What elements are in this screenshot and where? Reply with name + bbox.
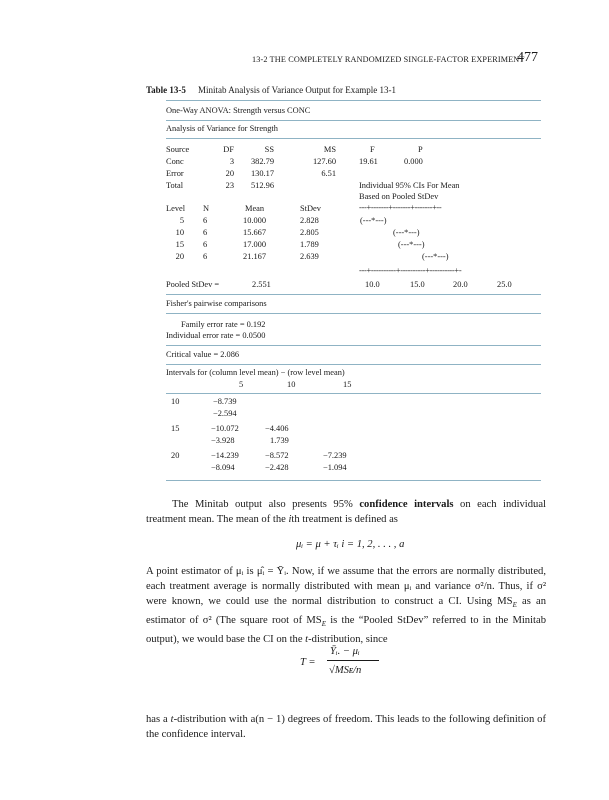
interval-cell: −1.094 bbox=[323, 463, 347, 472]
level-row-stdev: 2.805 bbox=[300, 228, 319, 237]
page-number: 477 bbox=[517, 50, 538, 65]
col-df: DF bbox=[223, 145, 234, 154]
level-row-ci: (---*---) bbox=[393, 228, 420, 237]
level-row-n: 6 bbox=[203, 228, 208, 237]
interval-cell: −8.094 bbox=[211, 463, 235, 472]
anova-title: One-Way ANOVA: Strength versus CONC bbox=[166, 106, 311, 115]
col-p: P bbox=[418, 145, 423, 154]
interval-cell: 1.739 bbox=[270, 436, 289, 445]
level-row-stdev: 2.639 bbox=[300, 252, 319, 261]
col-level: Level bbox=[166, 204, 186, 213]
pooled-stdev-label: Pooled StDev = bbox=[166, 280, 220, 289]
pooled-stdev-value: 2.551 bbox=[252, 280, 271, 289]
paragraph-point-estimator: A point estimator of μᵢ is μ̂ᵢ = Ȳᵢ. Now, if we assume that the errors are normally distributed, each treatment average is normally distributed with mean μᵢ and variance σ²/n. Thus, if σ² were known, we could use the normal distribution to construct a CI. Using $MS_E$ as an estimator of σ² (The square root of $MS_E$ is the “Pooled StDev” referred to in the Minitab output), we would base the CI on the t-distribution, since bbox=[146, 566, 546, 646]
anova-row-f: 19.61 bbox=[359, 157, 378, 166]
equation-treatment-mean: μᵢ = μ + τᵢ i = 1, 2, . . . , a bbox=[296, 539, 405, 550]
interval-cell: −8.739 bbox=[213, 397, 237, 406]
interval-cell: −2.594 bbox=[213, 409, 237, 418]
anova-subtitle: Analysis of Variance for Strength bbox=[166, 124, 278, 133]
axis-tick: 15.0 bbox=[410, 280, 425, 289]
anova-row-ss: 512.96 bbox=[250, 181, 274, 190]
anova-row-ss: 130.17 bbox=[250, 169, 274, 178]
intervals-title: Intervals for (column level mean) − (row level mean) bbox=[166, 368, 345, 377]
interval-cell: −3.928 bbox=[211, 436, 235, 445]
running-header: 13-2 THE COMPLETELY RANDOMIZED SINGLE-FACTOR EXPERIMENT bbox=[252, 55, 525, 64]
interval-cell: −14.239 bbox=[211, 451, 239, 460]
table-top-rule bbox=[166, 100, 541, 101]
level-row-ci: (---*---) bbox=[398, 240, 425, 249]
axis-tick: 20.0 bbox=[453, 280, 468, 289]
level-row-level: 20 bbox=[175, 252, 184, 261]
level-row-mean: 21.167 bbox=[243, 252, 267, 261]
ci-header-2: Based on Pooled StDev bbox=[359, 192, 439, 201]
anova-row-df: 3 bbox=[229, 157, 234, 166]
anova-row-source: Error bbox=[166, 169, 184, 178]
interval-row-label: 15 bbox=[171, 424, 180, 433]
equation-t-denominator: √MSᴇ/n bbox=[329, 665, 362, 676]
col-f: F bbox=[370, 145, 375, 154]
col-source: Source bbox=[166, 145, 190, 154]
col-mean: Mean bbox=[245, 204, 265, 213]
col-stdev: StDev bbox=[300, 204, 321, 213]
interval-cell: −8.572 bbox=[265, 451, 289, 460]
interval-cell: −4.406 bbox=[265, 424, 289, 433]
ci-axis-top: ---+-------+-------+-------+-- bbox=[359, 203, 442, 212]
level-row-level: 5 bbox=[179, 216, 184, 225]
individual-error-rate: Individual error rate = 0.0500 bbox=[166, 331, 266, 340]
level-row-stdev: 2.828 bbox=[300, 216, 319, 225]
critical-value: Critical value = 2.086 bbox=[166, 350, 240, 359]
table-rule-8 bbox=[166, 393, 541, 394]
paragraph-ci-intro: The Minitab output also presents 95% confidence intervals on each individual treatment mean. The mean of the ith treatment is defined as bbox=[146, 499, 546, 525]
level-row-mean: 15.667 bbox=[243, 228, 267, 237]
table-rule-6 bbox=[166, 345, 541, 346]
axis-tick: 10.0 bbox=[365, 280, 380, 289]
level-row-ci: (---*---) bbox=[360, 216, 387, 225]
anova-row-df: 20 bbox=[225, 169, 234, 178]
ci-axis-bottom: ---+----------+----------+----------+- bbox=[359, 266, 462, 275]
level-row-mean: 17.000 bbox=[243, 240, 267, 249]
interval-col-head: 10 bbox=[287, 380, 296, 389]
level-row-ci: (---*---) bbox=[422, 252, 449, 261]
anova-row-ms: 127.60 bbox=[312, 157, 336, 166]
level-row-n: 6 bbox=[203, 252, 208, 261]
interval-cell: −7.239 bbox=[323, 451, 347, 460]
table-rule-3 bbox=[166, 138, 541, 139]
interval-col-head: 15 bbox=[343, 380, 352, 389]
family-error-rate: Family error rate = 0.192 bbox=[181, 320, 266, 329]
axis-tick: 25.0 bbox=[497, 280, 512, 289]
anova-row-df: 23 bbox=[225, 181, 234, 190]
col-ms: MS bbox=[323, 145, 336, 154]
interval-row-label: 10 bbox=[171, 397, 180, 406]
ci-header-1: Individual 95% CIs For Mean bbox=[359, 181, 460, 190]
level-row-stdev: 1.789 bbox=[300, 240, 319, 249]
table-rule-4 bbox=[166, 294, 541, 295]
level-row-level: 15 bbox=[175, 240, 184, 249]
anova-row-ss: 382.79 bbox=[250, 157, 274, 166]
anova-row-ms: 6.51 bbox=[321, 169, 336, 178]
paragraph-t-distribution: has a t-distribution with a(n − 1) degrees of freedom. This leads to the following definition of the confidence interval. bbox=[146, 714, 546, 740]
table-label: Table 13-5 bbox=[146, 85, 186, 95]
interval-cell: −2.428 bbox=[265, 463, 289, 472]
level-row-n: 6 bbox=[203, 240, 208, 249]
table-rule-7 bbox=[166, 364, 541, 365]
anova-row-source: Conc bbox=[166, 157, 184, 166]
fraction-bar bbox=[327, 660, 379, 661]
interval-cell: −10.072 bbox=[211, 424, 239, 433]
level-row-n: 6 bbox=[203, 216, 208, 225]
table-rule-2 bbox=[166, 120, 541, 121]
fisher-title: Fisher's pairwise comparisons bbox=[166, 299, 267, 308]
table-caption: Minitab Analysis of Variance Output for Example 13-1 bbox=[198, 85, 397, 95]
anova-row-p: 0.000 bbox=[404, 157, 423, 166]
level-row-mean: 10.000 bbox=[243, 216, 267, 225]
level-row-level: 10 bbox=[175, 228, 184, 237]
col-ss: SS bbox=[264, 145, 274, 154]
col-n: N bbox=[203, 204, 210, 213]
equation-t-numerator: Ȳᵢ. − μᵢ bbox=[330, 646, 360, 657]
equation-t-lhs: T = bbox=[300, 657, 316, 668]
interval-col-head: 5 bbox=[239, 380, 244, 389]
anova-row-source: Total bbox=[166, 181, 184, 190]
table-rule-5 bbox=[166, 313, 541, 314]
table-bottom-rule bbox=[166, 480, 541, 481]
interval-row-label: 20 bbox=[171, 451, 180, 460]
